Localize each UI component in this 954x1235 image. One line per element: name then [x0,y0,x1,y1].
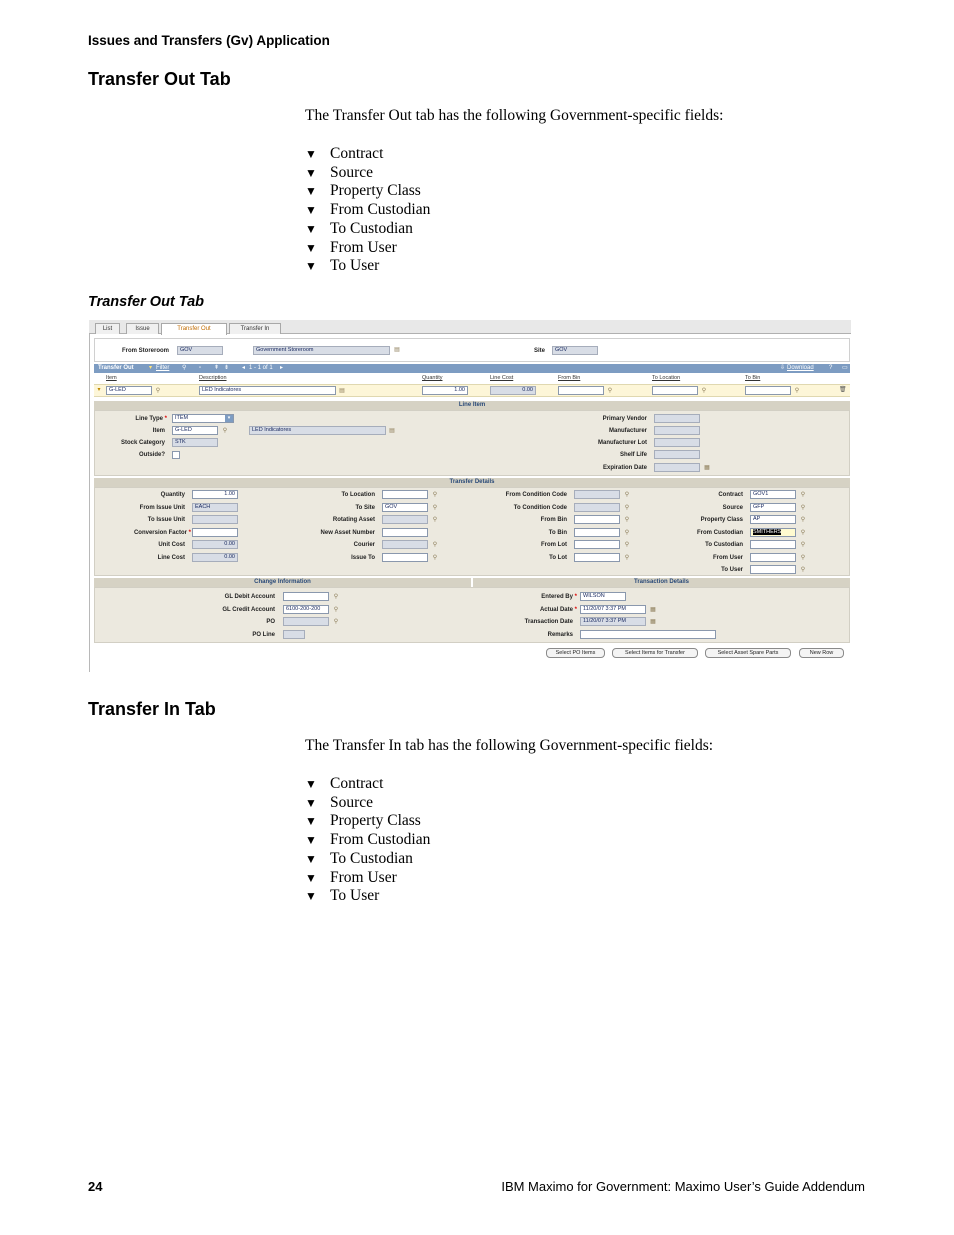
remarks-label: Remarks [547,632,573,638]
from-issue-unit-label: From Issue Unit [139,505,185,511]
from-storeroom-label: From Storeroom [121,348,169,354]
from-condition-code-field[interactable] [574,490,620,499]
to-site-field[interactable]: GOV [382,503,428,512]
tab-strip [89,320,851,334]
page-number: 24 [88,1179,103,1194]
list-item: ▼ Source [305,793,374,811]
detail-menu-icon[interactable]: ⚲ [432,517,438,523]
search-icon[interactable]: ⚲ [794,388,800,394]
tab-issue[interactable]: Issue [126,323,159,334]
search-icon[interactable]: ⚲ [624,555,630,561]
stock-category-label: Stock Category [120,440,165,446]
to-user-label: To User [721,567,743,573]
property-class-label: Property Class [700,517,743,523]
to-location-field[interactable] [382,490,428,499]
actual-date-label: Actual Date * [539,607,577,613]
expiration-date-label: Expiration Date [602,465,647,471]
from-bin-field[interactable] [574,515,620,524]
from-issue-unit-field[interactable]: EACH [192,503,238,512]
column-header-item[interactable]: Item [106,375,117,381]
to-user-field[interactable] [750,565,796,574]
rotating-asset-label: Rotating Asset [332,517,375,523]
source-label: Source [722,505,743,511]
primary-vendor-field[interactable] [654,414,700,423]
stock-category-field[interactable]: STK [172,438,218,447]
delete-row-icon[interactable]: 🗑 [839,387,847,393]
filter-link[interactable]: Filter [156,365,170,371]
tab-transfer-out[interactable]: Transfer Out [161,323,227,335]
manufacturer-field[interactable] [654,426,700,435]
po-label: PO [266,619,275,625]
to-lot-label: To Lot [549,555,567,561]
line-cost-label: Line Cost [157,555,185,561]
from-user-label: From User [712,555,743,561]
item-detail-icon[interactable]: ⚲ [222,428,228,434]
courier-label: Courier [353,542,375,548]
search-icon[interactable]: ⚲ [607,388,613,394]
to-condition-code-field[interactable] [574,503,620,512]
calendar-icon[interactable]: ▦ [704,465,710,471]
select-items-for-transfer-button[interactable]: Select Items for Transfer [612,648,698,658]
column-header-line-cost[interactable]: Line Cost [490,375,514,381]
shelf-life-field[interactable] [654,450,700,459]
detail-menu-icon[interactable]: ⚲ [800,542,806,548]
list-item: ▼ From User [305,238,397,256]
po-line-label: PO Line [252,632,275,638]
list-item: ▼ Property Class [305,812,421,830]
column-header-to-location[interactable]: To Location [652,375,681,381]
to-issue-unit-field[interactable] [192,515,238,524]
unit-cost-label: Unit Cost [158,542,185,548]
search-icon[interactable]: ⚲ [800,517,806,523]
property-class-field[interactable]: AP [750,515,796,524]
search-icon[interactable]: ⚲ [432,505,438,511]
search-icon[interactable]: ⚲ [432,542,438,548]
item-detail-icon[interactable]: ⚲ [155,388,161,394]
source-field[interactable]: GFP [750,503,796,512]
manufacturer-lot-label: Manufacturer Lot [597,440,647,446]
search-icon[interactable]: ⚲ [432,555,438,561]
to-bin-field[interactable] [574,528,620,537]
new-row-button[interactable]: New Row [799,648,844,658]
entered-by-label: Entered By * [541,594,577,600]
from-storeroom-field[interactable]: GOV [177,346,223,355]
transfer-out-screenshot [89,320,851,672]
transaction-details-band: Transaction Details [473,578,850,587]
list-item: ▼ To Custodian [305,219,413,237]
row-expand-icon[interactable]: ▾ [97,387,101,393]
transfer-out-intro: The Transfer Out tab has the following Government-specific fields: [305,107,724,124]
to-custodian-label: To Custodian [705,542,743,548]
table-maximize-icon[interactable]: ▭ [842,365,848,371]
list-item: ▼ Property Class [305,182,421,200]
site-label: Site [533,348,545,354]
line-cost-field[interactable]: 0.00 [192,553,238,562]
to-bin-label: To Bin [548,530,567,536]
from-custodian-field[interactable]: SMITHERS [750,528,796,537]
unit-cost-field[interactable]: 0.00 [192,540,238,549]
search-icon[interactable]: ⚲ [800,505,806,511]
transfer-details-band: Transfer Details [94,478,850,487]
select-po-items-button[interactable]: Select PO Items [546,648,605,658]
section-heading-transfer-in: Transfer In Tab [88,699,216,719]
column-header-quantity[interactable]: Quantity [422,375,443,381]
primary-vendor-label: Primary Vendor [602,416,647,422]
from-custodian-label: From Custodian [697,530,743,536]
filter-icon[interactable]: ▾ [149,365,153,371]
calendar-icon[interactable]: ▦ [650,619,656,625]
storeroom-description-field[interactable]: Government Storeroom [253,346,390,355]
site-field[interactable]: GOV [552,346,598,355]
calendar-icon[interactable]: ▦ [650,607,656,613]
row-item-field[interactable]: G-LED [106,386,152,395]
gl-credit-account-field[interactable]: 6100-200-200 [283,605,329,614]
list-item: ▼ To User [305,887,380,905]
chevron-down-icon[interactable]: ▾ [225,415,233,422]
outside-label: Outside? [138,452,165,458]
line-item-band: Line Item [94,401,850,410]
select-asset-spare-parts-button[interactable]: Select Asset Spare Parts [705,648,791,658]
list-item: ▼ Source [305,163,374,181]
long-description-icon[interactable]: ▤ [389,428,395,434]
to-lot-field[interactable] [574,553,620,562]
column-header-to-bin[interactable]: To Bin [745,375,761,381]
long-description-icon[interactable]: ▤ [394,347,400,353]
detail-menu-icon[interactable]: ⚲ [800,492,806,498]
transfer-in-intro: The Transfer In tab has the following Government-specific fields: [305,737,714,754]
detail-menu-icon[interactable]: ⚲ [432,492,438,498]
from-lot-label: From Lot [541,542,567,548]
search-icon[interactable]: ⚲ [333,594,339,600]
download-icon[interactable]: ⇩ [780,365,786,371]
entered-by-field[interactable]: WILSON [580,592,626,601]
courier-field[interactable] [382,540,428,549]
paging-text: 1 - 1 of 1 [249,365,273,371]
row-description-field[interactable]: LED Indicatores [199,386,336,395]
running-head: Issues and Transfers (Gv) Application [88,33,330,48]
actual-date-field[interactable]: 11/20/07 3:37 PM [580,605,646,614]
gl-credit-account-label: GL Credit Account [222,607,275,613]
quantity-field[interactable]: 1.00 [192,490,238,499]
detail-menu-icon[interactable]: ⚲ [800,530,806,536]
issue-to-field[interactable] [382,553,428,562]
from-user-field[interactable] [750,553,796,562]
list-item: ▼ Contract [305,145,384,162]
search-icon[interactable]: ⚲ [624,492,630,498]
search-icon[interactable]: ⚲ [624,542,630,548]
expiration-date-field[interactable] [654,463,700,472]
from-bin-label: From Bin [540,517,567,523]
tab-list[interactable]: List [95,323,120,334]
issue-to-label: Issue To [351,555,375,561]
row-line-cost-field[interactable]: 0.00 [490,386,536,395]
search-icon[interactable]: ⚲ [624,530,630,536]
clear-filter-icon[interactable]: ▫ [199,365,202,371]
po-field[interactable] [283,617,329,626]
to-location-label: To Location [341,492,375,498]
manufacturer-lot-field[interactable] [654,438,700,447]
footer-title: IBM Maximo for Government: Maximo User’s Guide Addendum [501,1179,865,1194]
detail-menu-icon[interactable]: ⚲ [800,567,806,573]
po-line-field[interactable] [283,630,305,639]
transaction-date-label: Transaction Date [524,619,573,625]
manufacturer-label: Manufacturer [608,428,647,434]
row-to-location-field[interactable] [652,386,698,395]
table-toolbar [94,364,850,373]
item-field[interactable]: G-LED [172,426,218,435]
contract-field[interactable]: GOV1 [750,490,796,499]
search-icon[interactable]: ⚲ [333,607,339,613]
row-from-bin-field[interactable] [558,386,604,395]
list-item: ▼ From User [305,868,397,886]
list-item: ▼ From Custodian [305,831,431,849]
tab-transfer-in[interactable]: Transfer In [229,323,281,334]
shelf-life-label: Shelf Life [619,452,647,458]
previous-row-icon[interactable]: ◂ [242,365,246,371]
binoculars-icon[interactable]: ⚲ [182,365,187,371]
row-quantity-field[interactable]: 1.00 [422,386,468,395]
to-custodian-field[interactable] [750,540,796,549]
long-description-icon[interactable]: ▤ [339,388,345,394]
new-asset-number-field[interactable] [382,528,428,537]
gl-debit-account-field[interactable] [283,592,329,601]
rotating-asset-field[interactable] [382,515,428,524]
from-lot-field[interactable] [574,540,620,549]
detail-menu-icon[interactable]: ⚲ [800,555,806,561]
row-to-bin-field[interactable] [745,386,791,395]
list-item: ▼ From Custodian [305,201,431,219]
remarks-field[interactable] [580,630,716,639]
contract-label: Contract [718,492,743,498]
item-label: Item [152,428,165,434]
detail-menu-icon[interactable]: ⚲ [333,619,339,625]
change-information-band: Change Information [94,578,471,587]
list-item: ▼ Contract [305,775,384,792]
figure-caption: Transfer Out Tab [88,294,205,310]
search-icon[interactable]: ⚲ [624,517,630,523]
to-issue-unit-label: To Issue Unit [147,517,185,523]
next-page-icon[interactable]: ⇟ [224,365,230,371]
quantity-label: Quantity [160,492,185,498]
transfer-in-field-list [305,775,430,906]
help-icon[interactable]: ? [829,365,833,371]
gl-debit-account-label: GL Debit Account [224,594,275,600]
column-header-from-bin[interactable]: From Bin [558,375,581,381]
transfer-out-field-list [305,145,430,276]
search-icon[interactable]: ⚲ [624,505,630,511]
download-link[interactable]: Download [787,365,814,371]
transaction-date-field[interactable]: 11/20/07 3:37 PM [580,617,646,626]
from-condition-code-label: From Condition Code [505,492,567,498]
line-type-label: Line Type * [135,416,167,422]
previous-page-icon[interactable]: ⇞ [214,365,220,371]
to-site-label: To Site [355,505,375,511]
line-type-select[interactable]: ITEM ▾ [172,414,234,423]
item-description-field[interactable]: LED Indicatores [249,426,386,435]
list-item: ▼ To Custodian [305,849,413,867]
new-asset-number-label: New Asset Number [320,530,375,536]
section-heading-transfer-out: Transfer Out Tab [88,69,231,89]
next-row-icon[interactable]: ▸ [280,365,284,371]
column-header-description[interactable]: Description [199,375,227,381]
table-title: Transfer Out [98,365,134,371]
detail-menu-icon[interactable]: ⚲ [701,388,707,394]
outside-checkbox[interactable] [172,451,180,459]
list-item: ▼ To User [305,257,380,275]
conversion-factor-field[interactable] [192,528,238,537]
conversion-factor-label: Conversion Factor * [133,530,191,536]
to-condition-code-label: To Condition Code [513,505,567,511]
